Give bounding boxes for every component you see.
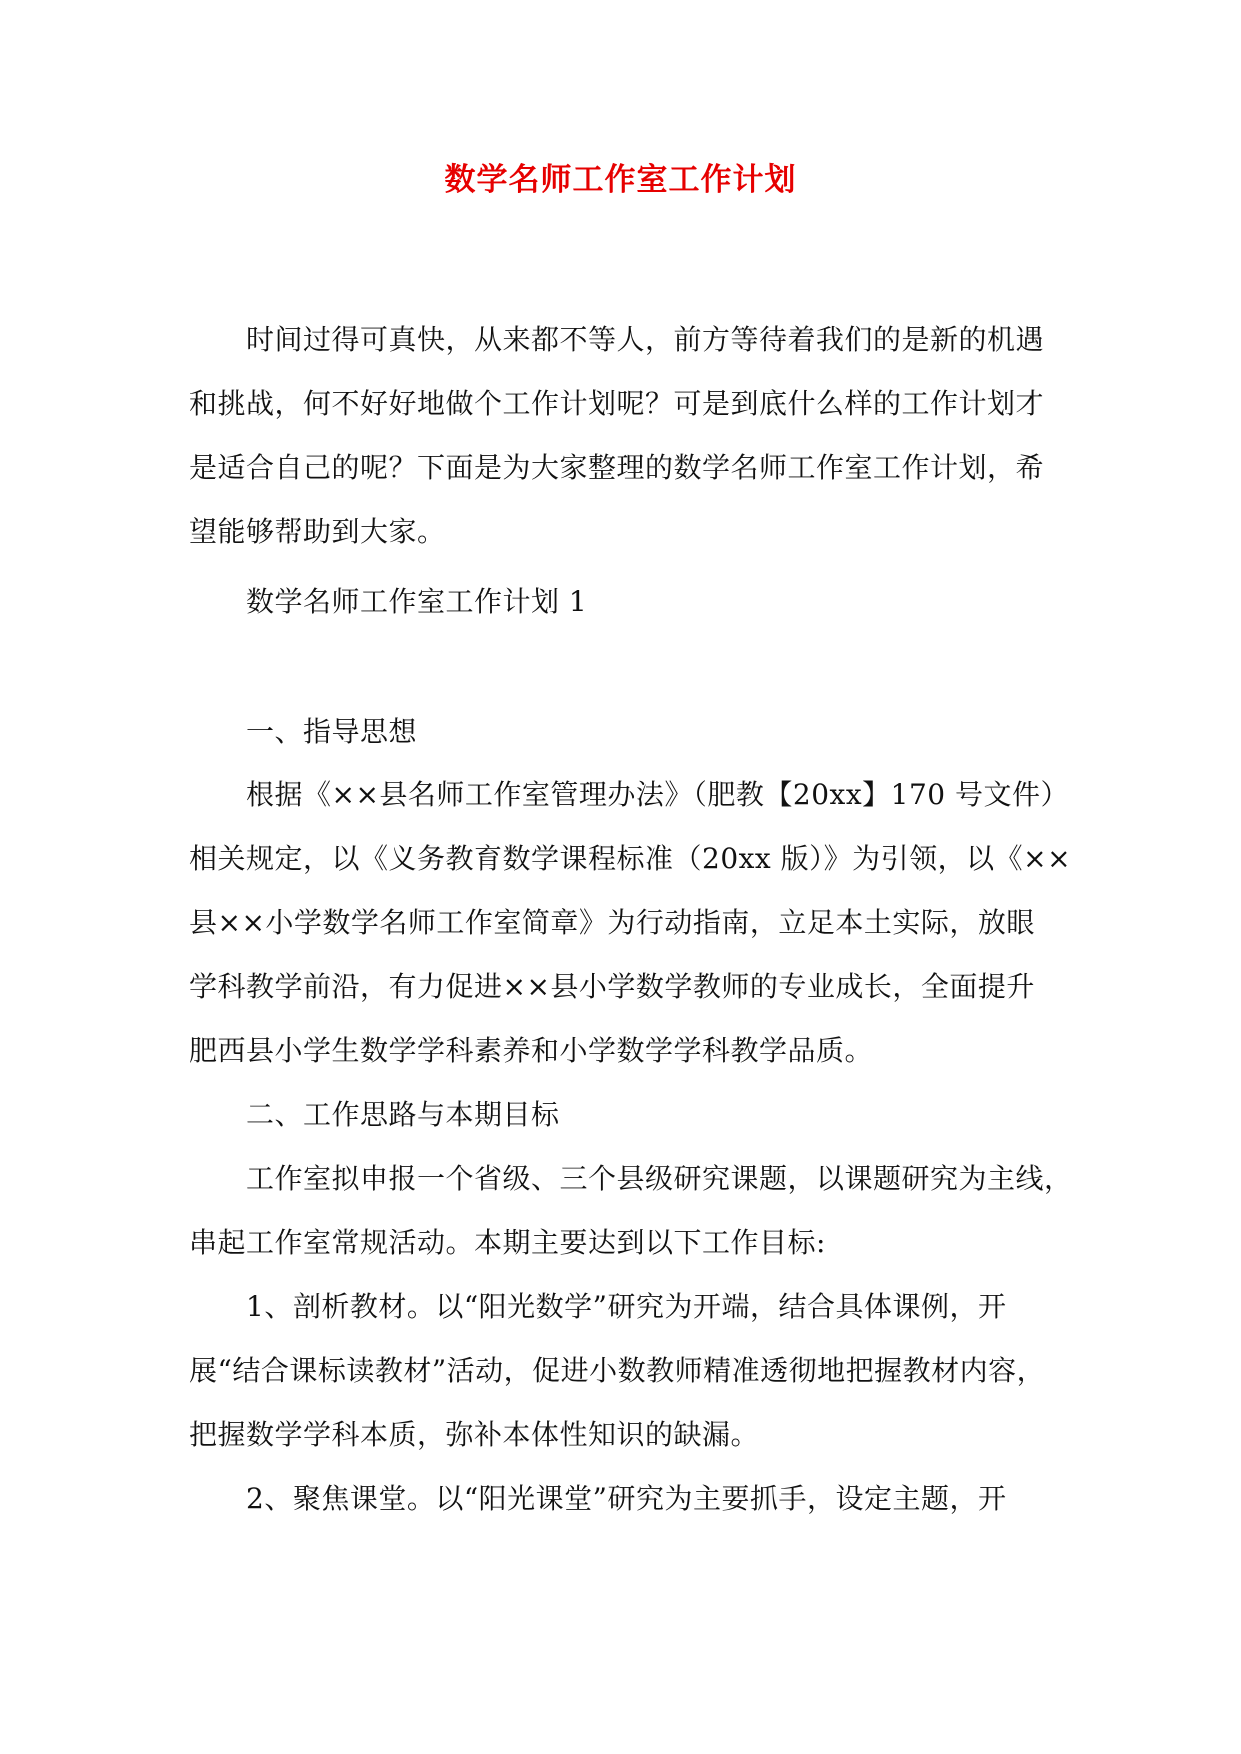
text-line: 1、剖析教材。以“阳光数学”研究为开端，结合具体课例，开	[246, 1290, 1007, 1323]
text-line: 工作室拟申报一个省级、三个县级研究课题，以课题研究为主线，	[246, 1162, 1073, 1195]
section-heading	[189, 1083, 1059, 1147]
text-line: 肥西县小学生数学学科素养和小学数学学科教学品质。	[189, 1034, 874, 1067]
guiding-paragraph	[189, 763, 1072, 1083]
section-heading	[189, 700, 1059, 764]
goal-paragraph	[189, 1467, 1059, 1531]
text-line: 数学名师工作室工作计划 1	[246, 585, 588, 618]
text-line: 展“结合课标读教材”活动，促进小数教师精准透彻地把握教材内容，	[189, 1354, 1046, 1387]
text-line: 望能够帮助到大家。	[189, 515, 446, 548]
section-subtitle	[189, 570, 1059, 634]
text-line: 学科教学前沿，有力促进××县小学数学教师的专业成长，全面提升	[189, 970, 1035, 1003]
document-title: 数学名师工作室工作计划	[444, 162, 797, 198]
text-line: 县××小学数学名师工作室简章》为行动指南，立足本土实际，放眼	[189, 906, 1035, 939]
text-line: 和挑战，何不好好地做个工作计划呢？可是到底什么样的工作计划才	[189, 387, 1045, 420]
text-line: 把握数学学科本质，弥补本体性知识的缺漏。	[189, 1418, 760, 1451]
text-line: 相关规定，以《义务教育数学课程标准（20xx 版）》为引领，以《××	[189, 842, 1072, 875]
goal-paragraph	[189, 1275, 1059, 1467]
text-line: 2、聚焦课堂。以“阳光课堂”研究为主要抓手，设定主题，开	[246, 1482, 1007, 1515]
text-line: 串起工作室常规活动。本期主要达到以下工作目标:	[189, 1226, 826, 1259]
text-line: 时间过得可真快，从来都不等人，前方等待着我们的是新的机遇	[246, 323, 1045, 356]
text-line: 是适合自己的呢？下面是为大家整理的数学名师工作室工作计划，希	[189, 451, 1045, 484]
text-line: 一、指导思想	[246, 715, 418, 748]
text-line: 二、工作思路与本期目标	[246, 1098, 560, 1131]
intro-paragraph	[189, 308, 1059, 564]
text-line: 根据《××县名师工作室管理办法》（肥教【20xx】170 号文件）	[246, 778, 1069, 811]
approach-paragraph	[189, 1147, 1073, 1275]
